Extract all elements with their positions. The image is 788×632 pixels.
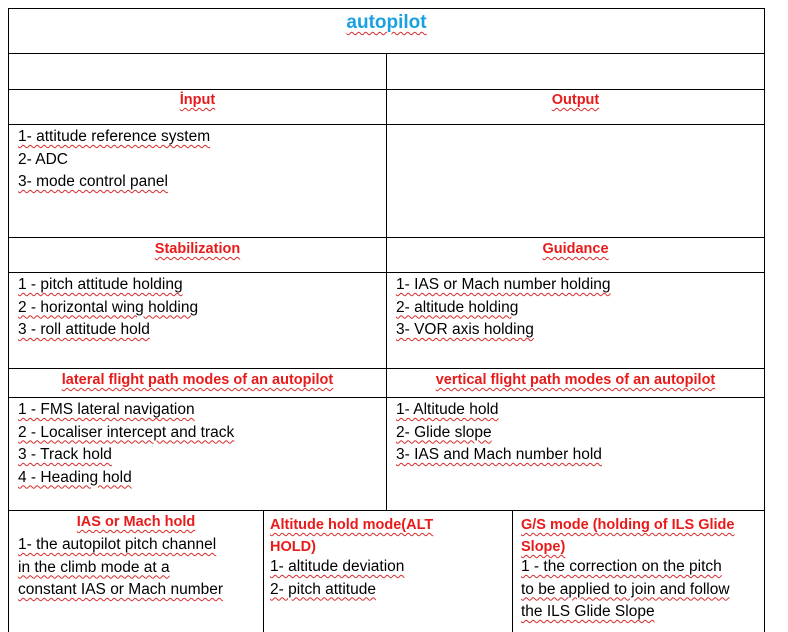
lateral-header: lateral flight path modes of an autopilot <box>61 372 334 388</box>
alt-hold-list <box>270 556 512 601</box>
input-list <box>18 126 386 194</box>
list-item: 3- VOR axis holding <box>396 321 534 338</box>
output-header-cell <box>387 92 764 108</box>
guidance-header: Guidance <box>542 241 609 257</box>
rule <box>764 8 765 632</box>
list-item: 2 - Localiser intercept and track <box>18 423 235 441</box>
list-item: 4 - Heading hold <box>18 468 132 486</box>
list-item: in the climb mode at a <box>18 558 170 576</box>
list-item: 1- IAS or Mach number holding <box>396 276 611 293</box>
gs-header-cell <box>521 514 764 558</box>
stabilization-header: Stabilization <box>154 241 241 257</box>
stabilization-header-cell <box>9 241 386 257</box>
alt-hold-header-cont: HOLD) <box>270 539 316 555</box>
list-item: 2- pitch attitude <box>270 580 376 598</box>
rule <box>8 8 765 9</box>
guidance-list <box>396 274 764 342</box>
list-item: 1 - the correction on the pitch <box>521 558 722 575</box>
guidance-header-cell <box>387 241 764 257</box>
vertical-header: vertical flight path modes of an autopilot <box>435 372 716 388</box>
ias-mach-header-cell <box>9 514 263 530</box>
list-item: 1- Altitude hold <box>396 401 499 418</box>
list-item: 3 - Track hold <box>18 446 112 463</box>
page-title: autopilot <box>346 12 427 33</box>
list-item: 2 - horizontal wing holding <box>18 298 199 316</box>
table-title-cell <box>9 12 764 34</box>
list-item: 1- altitude deviation <box>270 558 405 575</box>
list-item: 1- the autopilot pitch channel <box>18 536 217 553</box>
list-item: 1 - pitch attitude holding <box>18 276 183 293</box>
gs-header-cont: Slope) <box>521 539 566 555</box>
ias-mach-header: IAS or Mach hold <box>76 514 196 530</box>
lateral-header-cell <box>9 372 386 388</box>
list-item: 3 - roll attitude hold <box>18 321 150 338</box>
input-header-cell <box>9 92 386 108</box>
list-item: the ILS Glide Slope <box>521 603 655 620</box>
ias-mach-list <box>18 534 263 602</box>
list-item: 3- IAS and Mach number hold <box>396 446 602 463</box>
alt-hold-header: Altitude hold mode(ALT <box>270 517 434 533</box>
output-header: Output <box>551 92 600 108</box>
rule <box>263 510 264 632</box>
rule <box>512 510 513 632</box>
input-header: İnput <box>179 92 216 108</box>
list-item: 2- Glide slope <box>396 423 492 441</box>
gs-header: G/S mode (holding of ILS Glide <box>521 517 735 533</box>
rule <box>386 53 387 510</box>
vertical-list <box>396 399 764 467</box>
rule <box>8 510 765 511</box>
list-item: 1- attitude reference system <box>18 128 211 145</box>
alt-hold-header-cell <box>270 514 512 558</box>
lateral-list <box>18 399 386 489</box>
stabilization-list <box>18 274 386 342</box>
list-item: 2- ADC <box>18 150 68 168</box>
list-item: 3- mode control panel <box>18 173 168 190</box>
list-item: 1 - FMS lateral navigation <box>18 401 195 418</box>
list-item: constant IAS or Mach number <box>18 581 224 598</box>
gs-list <box>521 556 764 624</box>
list-item: 2- altitude holding <box>396 298 519 316</box>
vertical-header-cell <box>387 372 764 388</box>
list-item: to be applied to join and follow <box>521 580 730 598</box>
